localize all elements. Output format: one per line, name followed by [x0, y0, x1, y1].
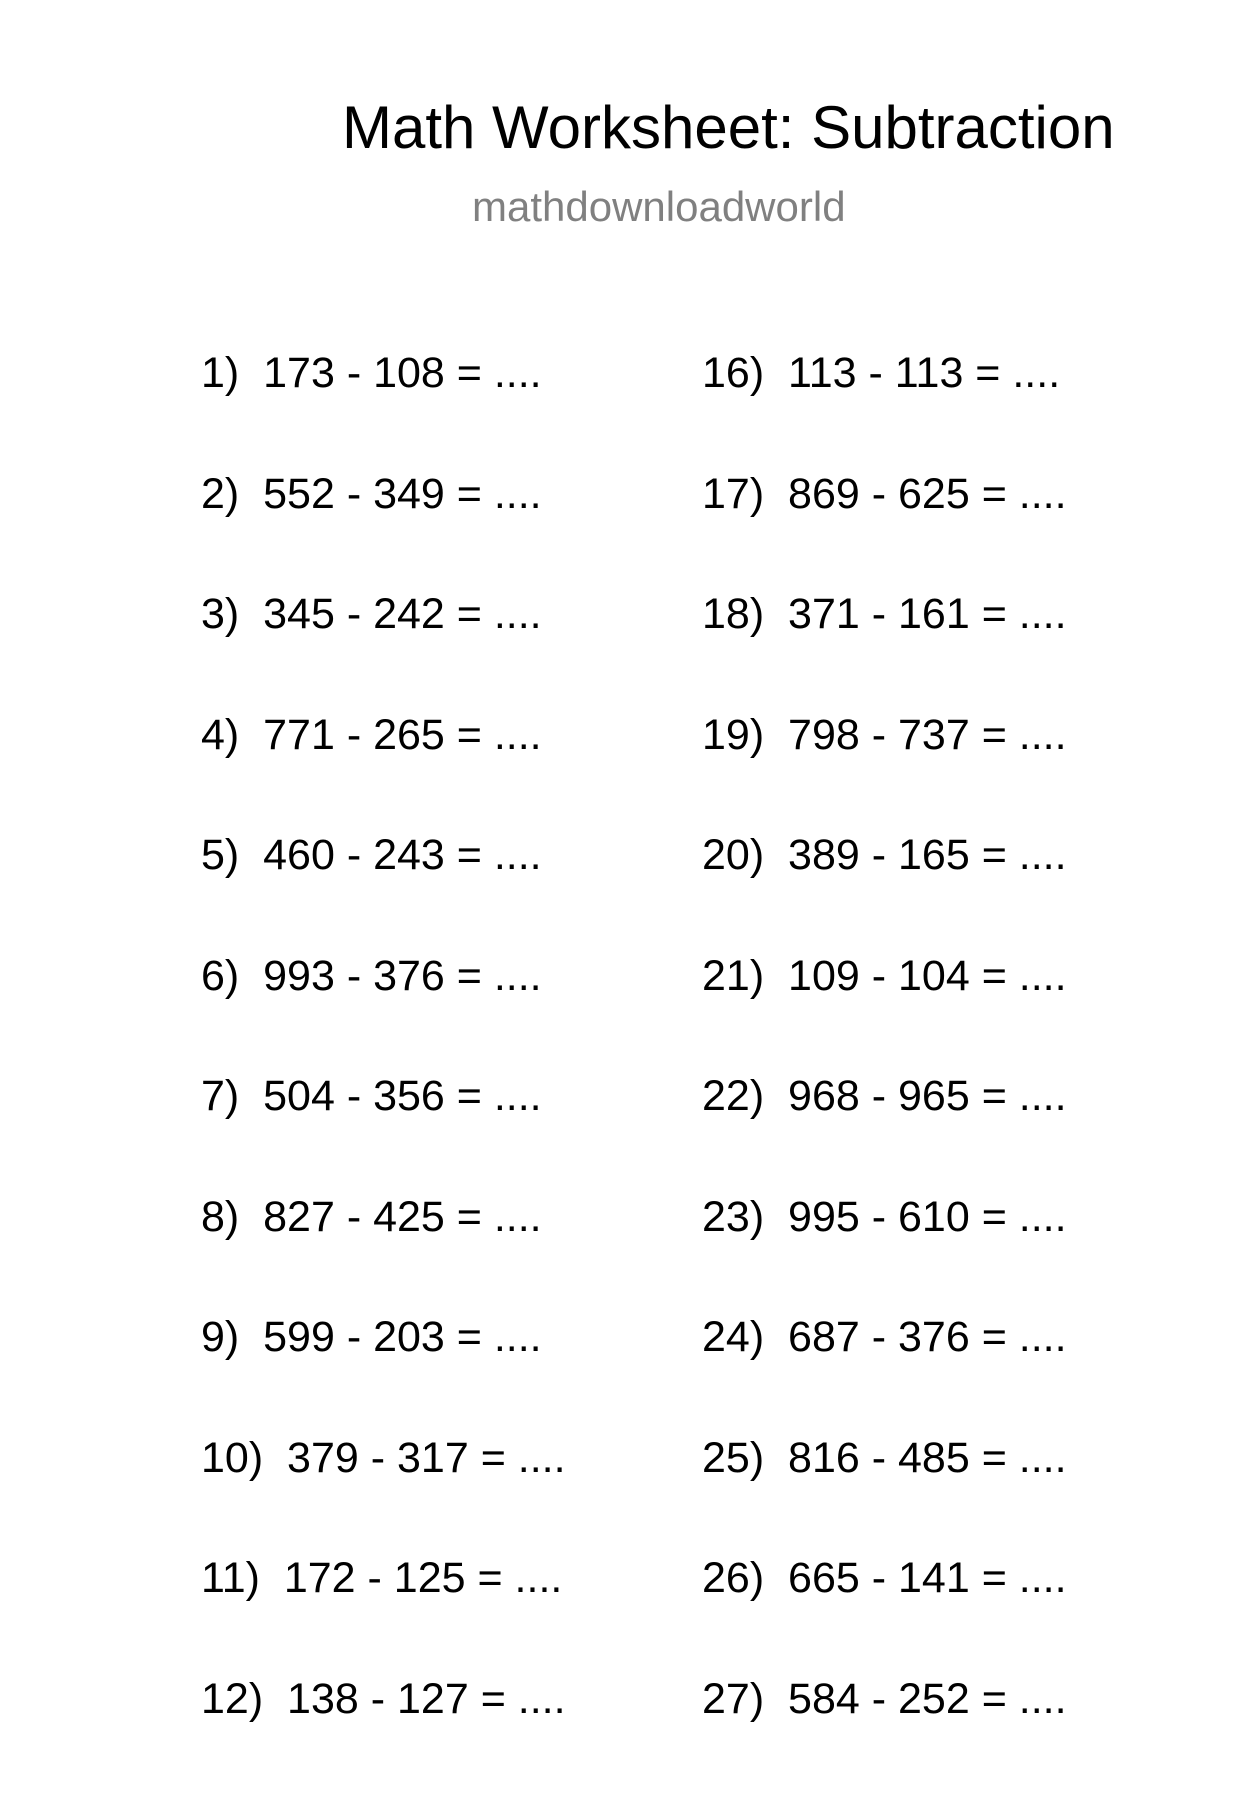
problem-list-left [201, 352, 566, 1798]
problem-item: 11) 172 - 125 = .... [201, 1557, 566, 1678]
problem-item: 17) 869 - 625 = .... [702, 473, 1067, 594]
source-watermark: mathdownloadworld [472, 186, 846, 228]
problem-item: 4) 771 - 265 = .... [201, 714, 566, 835]
problem-item: 25) 816 - 485 = .... [702, 1437, 1067, 1558]
problem-item: 12) 138 - 127 = .... [201, 1678, 566, 1798]
problem-item: 24) 687 - 376 = .... [702, 1316, 1067, 1437]
problem-item: 6) 993 - 376 = .... [201, 955, 566, 1076]
page-title: Math Worksheet: Subtraction [342, 98, 1115, 158]
problem-item: 7) 504 - 356 = .... [201, 1075, 566, 1196]
problem-item: 20) 389 - 165 = .... [702, 834, 1067, 955]
problem-item: 5) 460 - 243 = .... [201, 834, 566, 955]
problem-list-right [702, 352, 1067, 1798]
problem-item: 1) 173 - 108 = .... [201, 352, 566, 473]
problem-item: 18) 371 - 161 = .... [702, 593, 1067, 714]
problem-item: 16) 113 - 113 = .... [702, 352, 1067, 473]
problem-item: 8) 827 - 425 = .... [201, 1196, 566, 1317]
problem-item: 9) 599 - 203 = .... [201, 1316, 566, 1437]
problem-item: 27) 584 - 252 = .... [702, 1678, 1067, 1798]
problem-item: 26) 665 - 141 = .... [702, 1557, 1067, 1678]
problem-item: 10) 379 - 317 = .... [201, 1437, 566, 1558]
problem-item: 21) 109 - 104 = .... [702, 955, 1067, 1076]
problem-item: 23) 995 - 610 = .... [702, 1196, 1067, 1317]
problem-item: 3) 345 - 242 = .... [201, 593, 566, 714]
problem-item: 22) 968 - 965 = .... [702, 1075, 1067, 1196]
problem-item: 19) 798 - 737 = .... [702, 714, 1067, 835]
problem-item: 2) 552 - 349 = .... [201, 473, 566, 594]
